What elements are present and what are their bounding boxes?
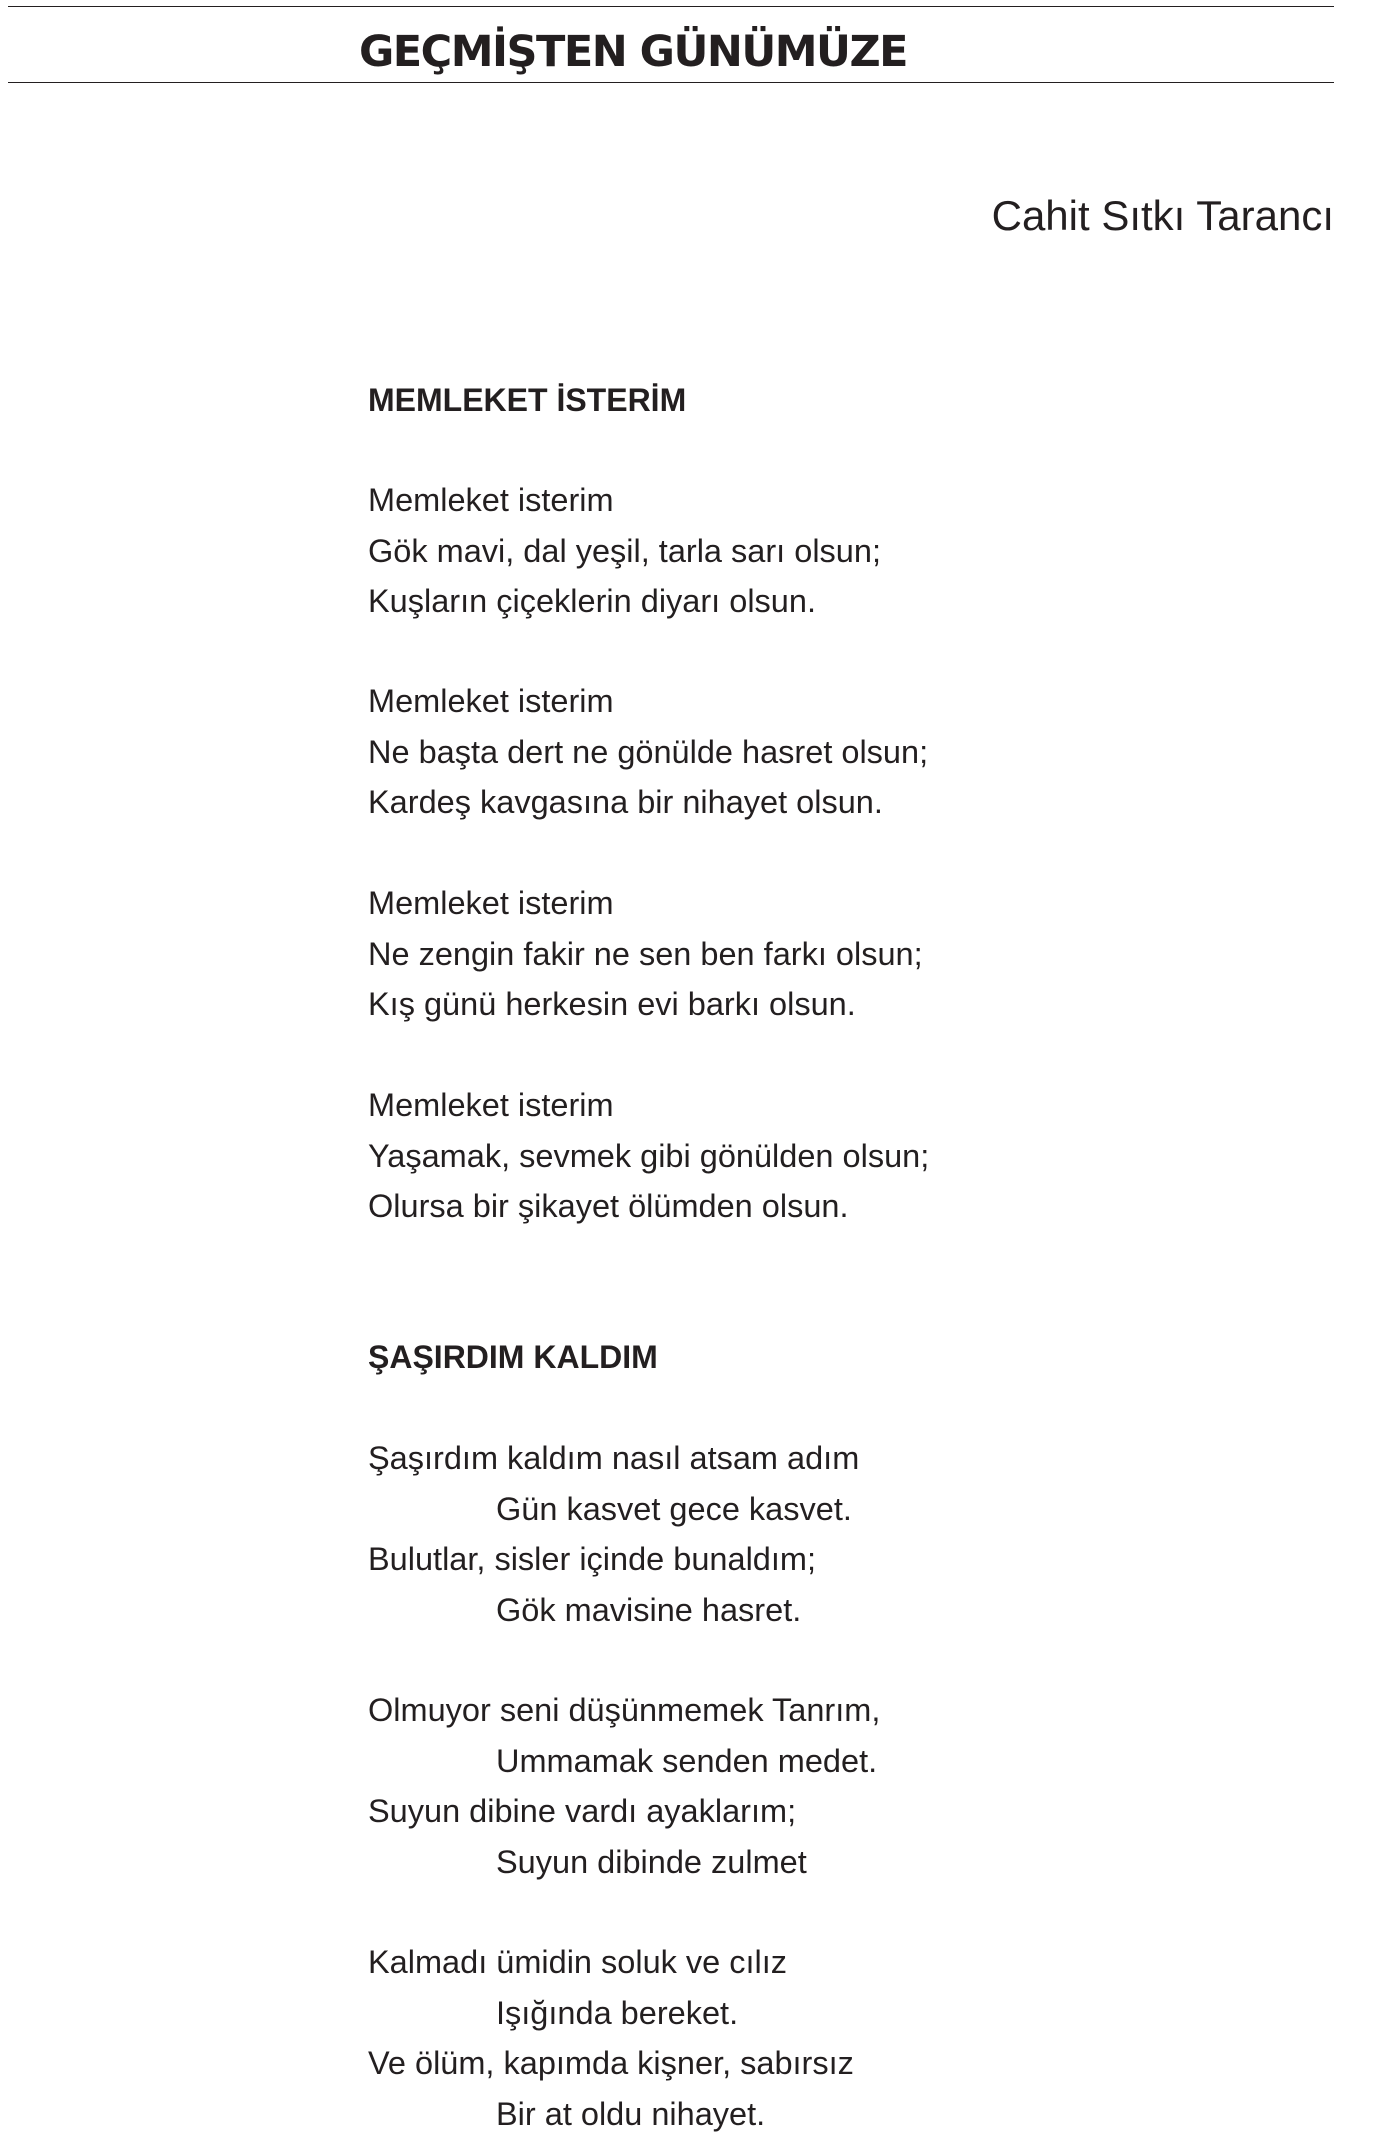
- verse-line: Kalmadı ümidin soluk ve cılız: [368, 1944, 788, 1980]
- verse-line: Olmuyor seni düşünmemek Tanrım,: [368, 1692, 881, 1728]
- verse-line: Memleket isterim: [368, 1087, 614, 1123]
- poem-title-memleket-isterim: MEMLEKET İSTERİM: [368, 382, 687, 418]
- verse-line: Kış günü herkesin evi barkı olsun.: [368, 986, 856, 1022]
- verse-line-indented: Ummamak senden medet.: [496, 1742, 878, 1779]
- verse-line: Ne zengin fakir ne sen ben farkı olsun;: [368, 935, 923, 972]
- verse-line: Bulutlar, sisler içinde bunaldım;: [368, 1541, 817, 1577]
- author-name: Cahit Sıtkı Tarancı: [991, 192, 1334, 239]
- verse-line: Kardeş kavgasına bir nihayet olsun.: [368, 784, 883, 820]
- verse-line: Ve ölüm, kapımda kişner, sabırsız: [368, 2045, 854, 2081]
- verse-line-indented: Bir at oldu nihayet.: [496, 2095, 766, 2132]
- verse-line: Ne başta dert ne gönülde hasret olsun;: [368, 733, 929, 770]
- verse-line: Yaşamak, sevmek gibi gönülden olsun;: [368, 1137, 930, 1174]
- poem2-stanza-3: [368, 1937, 854, 2139]
- verse-line: Olursa bir şikayet ölümden olsun.: [368, 1188, 849, 1224]
- section-title: GEÇMİŞTEN GÜNÜMÜZE: [359, 27, 908, 77]
- verse-line: Kuşların çiçeklerin diyarı olsun.: [368, 583, 816, 619]
- verse-line-indented: Suyun dibinde zulmet: [496, 1843, 807, 1880]
- verse-line: Suyun dibine vardı ayaklarım;: [368, 1793, 797, 1829]
- verse-line-indented: Gök mavisine hasret.: [496, 1591, 802, 1628]
- verse-line: Memleket isterim: [368, 683, 614, 719]
- verse-line-indented: Işığında bereket.: [496, 1994, 739, 2031]
- verse-line: Memleket isterim: [368, 885, 614, 921]
- page-header: [8, 6, 1334, 83]
- poem1-stanza-2: [368, 676, 928, 828]
- verse-line: Gök mavi, dal yeşil, tarla sarı olsun;: [368, 532, 881, 569]
- poem2-stanza-1: [368, 1433, 859, 1635]
- poem-title-sasirdim-kaldim: ŞAŞIRDIM KALDIM: [368, 1339, 658, 1375]
- verse-line-indented: Gün kasvet gece kasvet.: [496, 1490, 852, 1527]
- poem1-stanza-4: [368, 1080, 929, 1232]
- poem2-stanza-2: [368, 1685, 880, 1887]
- poem1-stanza-1: [368, 475, 881, 627]
- poem1-stanza-3: [368, 878, 923, 1030]
- verse-line: Şaşırdım kaldım nasıl atsam adım: [368, 1440, 860, 1476]
- verse-line: Memleket isterim: [368, 482, 614, 518]
